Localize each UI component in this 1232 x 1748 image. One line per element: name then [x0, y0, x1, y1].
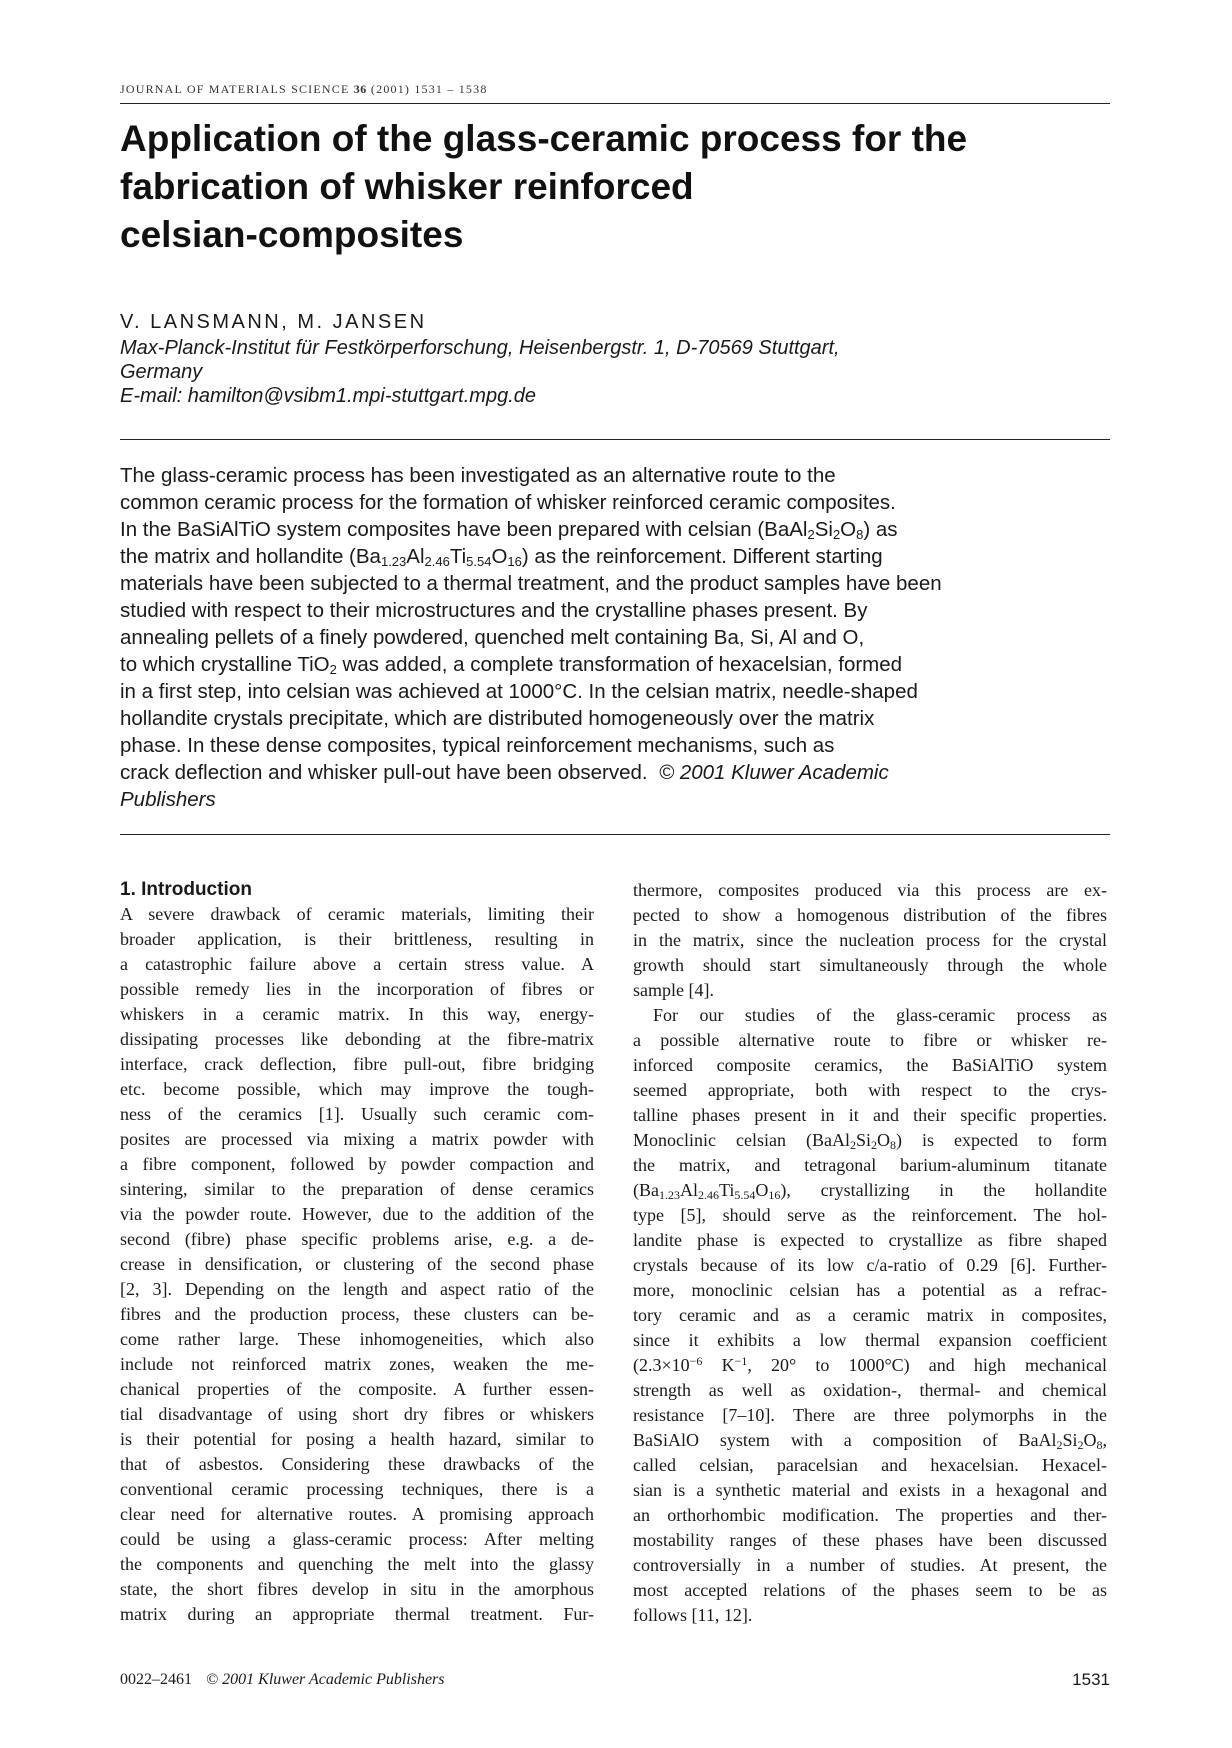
left-column: [120, 878, 594, 1627]
text: Si: [814, 518, 833, 541]
text: In the BaSiAlTiO system composites have been prepared with celsian (BaAl: [120, 518, 808, 541]
superscript: −6: [689, 1354, 703, 1368]
body-line: type [5], should serve as the reinforcement. The hol-: [633, 1205, 1107, 1225]
subscript: 5.54: [466, 554, 492, 569]
body-line: a fibre component, followed by powder compaction and: [120, 1154, 594, 1174]
body-line: via the powder route. However, due to the addition of the: [120, 1204, 594, 1224]
running-head: [120, 82, 1110, 97]
body-line: interface, crack deflection, fibre pull-out, fibre bridging: [120, 1054, 594, 1074]
affiliation: [120, 336, 1020, 408]
abstract-top-rule: [120, 439, 1110, 440]
abstract-line: studied with respect to their microstructures and the crystalline phases present. By: [120, 599, 868, 622]
body-line: matrix during an appropriate thermal treatment. Fur-: [120, 1604, 594, 1624]
issn: 0022–2461: [120, 1671, 192, 1688]
abstract-line: phase. In these dense composites, typical reinforcement mechanisms, such as: [120, 734, 835, 757]
text: , 20° to 1000°C) and high mechanical: [747, 1355, 1107, 1375]
subscript: 5.54: [734, 1188, 756, 1202]
body-line: landite phase is expected to crystallize as fibre shaped: [633, 1230, 1107, 1250]
abstract-line: [120, 651, 1110, 678]
page-number: 1531: [1072, 1670, 1110, 1689]
right-column: [633, 878, 1107, 1628]
abstract-line: annealing pellets of a finely powdered, quenched melt containing Ba, Si, Al and O,: [120, 626, 865, 649]
abstract-line: common ceramic process for the formation of whisker reinforced ceramic composites.: [120, 491, 896, 514]
subscript: 8: [856, 527, 864, 542]
subscript: 1.23: [380, 554, 407, 569]
subscript: 16: [507, 554, 522, 569]
right-column-para-1: [633, 878, 1107, 1003]
body-line: come rather large. These inhomogeneities, which also: [120, 1329, 594, 1349]
body-line: fibres and the production process, these clusters can be-: [120, 1304, 594, 1324]
text: Al: [680, 1180, 698, 1200]
body-line: crease in densification, or clustering of the second phase: [120, 1254, 594, 1274]
body-line: possible remedy lies in the incorporation of fibres or: [120, 979, 594, 999]
body-line: A severe drawback of ceramic materials, limiting their: [120, 904, 594, 924]
body-line: since it exhibits a low thermal expansion coefficient: [633, 1330, 1107, 1350]
affiliation-line: Max-Planck-Institut für Festkörperforschung, Heisenbergstr. 1, D-70569 Stuttgart,: [120, 337, 840, 359]
text: ) as the reinforcement. Different starting: [521, 545, 883, 568]
text: Ti: [719, 1180, 735, 1200]
body-line: called celsian, paracelsian and hexacelsian. Hexacel-: [633, 1455, 1107, 1475]
text: Ti: [449, 545, 467, 568]
title-line: celsian-composites: [120, 214, 464, 255]
right-column-para-2-cont: [633, 1378, 1107, 1428]
abstract: [120, 462, 1110, 813]
body-line: For our studies of the glass-ceramic process as: [653, 1005, 1107, 1025]
text: ), crystallizing in the hollandite: [780, 1180, 1107, 1200]
body-line: [2, 3]. Depending on the length and aspect ratio of the: [120, 1279, 594, 1299]
subscript: 2: [832, 527, 841, 542]
text: ,: [1102, 1430, 1107, 1450]
text: Monoclinic celsian (BaAl: [633, 1130, 850, 1150]
body-line: is their potential for posing a health hazard, similar to: [120, 1429, 594, 1449]
body-line: whiskers in a ceramic matrix. In this way, energy-: [120, 1004, 594, 1024]
subscript: 2: [1056, 1438, 1063, 1452]
body-line: [633, 1128, 1107, 1153]
body-line: tory ceramic and as a ceramic matrix in composites,: [633, 1305, 1107, 1325]
subscript: 2: [1077, 1438, 1084, 1452]
abstract-line: hollandite crystals precipitate, which are distributed homogeneously over the matrix: [120, 707, 875, 730]
body-line: second (fibre) phase specific problems arise, e.g. a de-: [120, 1229, 594, 1249]
abstract-copyright: © 2001 Kluwer Academic: [659, 761, 889, 784]
body-line: more, monoclinic celsian has a potential as a refrac-: [633, 1280, 1107, 1300]
body-line: controversially in a number of studies. At present, the: [633, 1555, 1107, 1575]
body-line: conventional ceramic processing techniques, there is a: [120, 1479, 594, 1499]
body-line: an orthorhombic modification. The properties and ther-: [633, 1505, 1107, 1525]
body-line: pected to show a homogenous distribution of the fibres: [633, 905, 1107, 925]
text: crack deflection and whisker pull-out have been observed.: [120, 761, 648, 784]
subscript: 2: [329, 662, 337, 677]
abstract-line: materials have been subjected to a thermal treatment, and the product samples have been: [120, 572, 942, 595]
abstract-line: The glass-ceramic process has been investigated as an alternative route to the: [120, 464, 836, 487]
journal-year-pages: (2001) 1531 – 1538: [370, 82, 488, 96]
body-line: most accepted relations of the phases seem to be as: [633, 1580, 1107, 1600]
abstract-line: [120, 759, 1110, 786]
right-column-para-2-end: [633, 1453, 1107, 1628]
body-line: a possible alternative route to fibre or whisker re-: [633, 1030, 1107, 1050]
body-line: growth should start simultaneously through the whole: [633, 955, 1107, 975]
author-list: V. LANSMANN, M. JANSEN: [120, 311, 427, 333]
body-line: [633, 1353, 1107, 1378]
body-line: posites are processed via mixing a matrix powder with: [120, 1129, 594, 1149]
text: O: [1083, 1430, 1097, 1450]
text: O: [491, 545, 508, 568]
text: BaSiAlO system with a composition of BaAl: [633, 1430, 1057, 1450]
text: ) is expected to form: [896, 1130, 1108, 1150]
body-line: in the matrix, since the nucleation process for the crystal: [633, 930, 1107, 950]
body-line: dissipating processes like debonding at the fibre-matrix: [120, 1029, 594, 1049]
abstract-line: [120, 543, 1110, 570]
abstract-line: [120, 516, 1110, 543]
body-line: tial disadvantage of using short dry fibres or whiskers: [120, 1404, 594, 1424]
text: O: [755, 1180, 769, 1200]
body-line: include not reinforced matrix zones, weaken the me-: [120, 1354, 594, 1374]
subscript: 2.46: [424, 554, 450, 569]
affiliation-line: Germany: [120, 361, 203, 383]
body-line: broader application, is their brittleness, resulting in: [120, 929, 594, 949]
subscript: 16: [768, 1188, 781, 1202]
right-column-para-2-start: [633, 1003, 1107, 1128]
journal-volume: 36: [353, 82, 367, 96]
abstract-publisher: Publishers: [120, 788, 216, 811]
body-line: that of asbestos. Considering these drawbacks of the: [120, 1454, 594, 1474]
left-column-body: [120, 902, 594, 1627]
body-line: inforced composite ceramics, the BaSiAlTiO system: [633, 1055, 1107, 1075]
journal-name: JOURNAL OF MATERIALS SCIENCE: [120, 82, 350, 96]
subscript: 2: [871, 1138, 877, 1152]
text: to which crystalline TiO: [120, 653, 330, 676]
body-line: a catastrophic failure above a certain stress value. A: [120, 954, 594, 974]
author-email: E-mail: hamilton@vsibm1.mpi-stuttgart.mpg.de: [120, 385, 536, 407]
subscript: 8: [890, 1138, 896, 1152]
body-line: could be using a glass-ceramic process: After melting: [120, 1529, 594, 1549]
subscript: 2.46: [698, 1188, 719, 1202]
text: Si: [1062, 1430, 1078, 1450]
footer-left: [120, 1668, 445, 1692]
body-line: follows [11, 12].: [633, 1605, 753, 1625]
body-line: etc. become possible, which may improve the tough-: [120, 1079, 594, 1099]
body-line: strength as well as oxidation-, thermal- and chemical: [633, 1380, 1107, 1400]
right-column-para-2-mid: [633, 1203, 1107, 1353]
footer-copyright: © 2001 Kluwer Academic Publishers: [206, 1671, 445, 1688]
abstract-line: [120, 786, 1110, 813]
text: ) as: [863, 518, 898, 541]
superscript: −1: [734, 1354, 748, 1368]
body-line: talline phases present in it and their specific properties.: [633, 1105, 1107, 1125]
text: Si: [855, 1130, 871, 1150]
text: the matrix and hollandite (Ba: [120, 545, 381, 568]
body-line: thermore, composites produced via this process are ex-: [633, 880, 1107, 900]
subscript: 2: [849, 1138, 856, 1152]
text: was added, a complete transformation of hexacelsian, formed: [336, 653, 903, 676]
text: (2.3×10: [633, 1355, 690, 1375]
section-heading: 1. Introduction: [120, 879, 252, 900]
body-line: clear need for alternative routes. A promising approach: [120, 1504, 594, 1524]
title-line: fabrication of whisker reinforced: [120, 166, 694, 207]
body-line: sintering, similar to the preparation of dense ceramics: [120, 1179, 594, 1199]
text: (Ba: [633, 1180, 659, 1200]
text: K: [702, 1355, 735, 1375]
body-line: ness of the ceramics [1]. Usually such ceramic com-: [120, 1104, 594, 1124]
subscript: 2: [807, 527, 815, 542]
abstract-line: in a first step, into celsian was achieved at 1000°C. In the celsian matrix, needle-shaped: [120, 680, 918, 703]
body-line: [633, 1178, 1107, 1203]
body-line: sian is a synthetic material and exists in a hexagonal and: [633, 1480, 1107, 1500]
text: O: [877, 1130, 890, 1150]
abstract-bottom-rule: [120, 834, 1110, 835]
body-line: the matrix, and tetragonal barium-aluminum titanate: [633, 1155, 1107, 1175]
body-line: sample [4].: [633, 980, 714, 1000]
text: O: [840, 518, 857, 541]
body-line: [633, 1428, 1107, 1453]
subscript: 8: [1096, 1438, 1103, 1452]
page-footer: [120, 1668, 1110, 1692]
title-line: Application of the glass-ceramic process for the: [120, 118, 968, 159]
body-line: state, the short fibres develop in situ in the amorphous: [120, 1579, 594, 1599]
body-line: resistance [7–10]. There are three polymorphs in the: [633, 1405, 1107, 1425]
body-line: mostability ranges of these phases have been discussed: [633, 1530, 1107, 1550]
subscript: 1.23: [659, 1188, 680, 1202]
body-line: chanical properties of the composite. A further essen-: [120, 1379, 594, 1399]
body-line: crystals because of its low c/a-ratio of 0.29 [6]. Further-: [633, 1255, 1107, 1275]
body-line: the components and quenching the melt into the glassy: [120, 1554, 594, 1574]
body-line: seemed appropriate, both with respect to the crys-: [633, 1080, 1107, 1100]
header-rule: [120, 103, 1110, 104]
article-title: [120, 115, 1080, 259]
text: Al: [406, 545, 425, 568]
